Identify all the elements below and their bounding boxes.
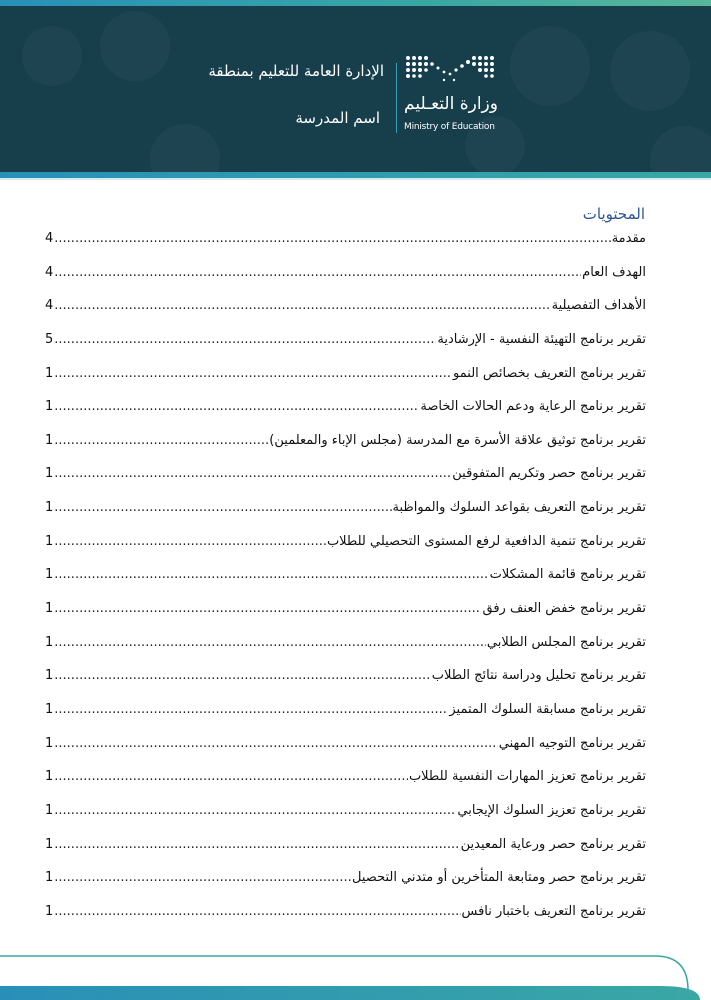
header-divider [396,63,397,133]
footer-decoration [0,950,711,1000]
toc-entry-page-number: 4 [45,231,54,246]
toc-entry-label: تقرير برنامج المجلس الطلابي [486,634,646,650]
toc-dot-leader [54,837,459,852]
toc-entry[interactable] [45,332,646,366]
toc-entry[interactable] [45,803,646,837]
toc-dot-leader [54,567,488,582]
toc-entry-label: تقرير برنامج التعريف بقواعد السلوك والمواظبة [392,500,646,516]
toc-entry-page-number: 1 [45,735,54,751]
toc-entry[interactable] [45,231,646,265]
toc-entry[interactable] [45,837,646,871]
toc-entry-page-number: 1 [45,870,54,886]
toc-dot-leader [54,534,326,549]
logo-dots-icon [404,52,498,92]
page-header [0,6,711,172]
toc-entry-page-number: 1 [45,634,54,650]
toc-entry-label: تقرير برنامج التوجيه المهني [498,735,646,751]
toc-dot-leader [54,769,408,784]
toc-entry-label: تقرير برنامج حصر ومتابعة المتأخرين أو متدني التحصيل [352,870,646,886]
toc-entry[interactable] [45,870,646,904]
toc-entry-page-number: 1 [45,466,54,482]
toc-entry-page-number: 1 [45,533,54,549]
toc-dot-leader [54,265,581,280]
toc-entry[interactable] [45,366,646,400]
toc-entry-label: تقرير برنامج قائمة المشكلات [489,567,646,583]
table-of-contents [45,231,646,937]
toc-entry[interactable] [45,466,646,500]
toc-entry[interactable] [45,265,646,299]
toc-entry-page-number: 1 [45,399,54,415]
toc-dot-leader [54,736,497,751]
toc-title: المحتويات [582,205,645,223]
toc-entry-page-number: 4 [45,264,54,280]
header-light-line [0,178,711,180]
toc-dot-leader [54,298,550,313]
toc-dot-leader [54,466,451,481]
toc-dot-leader [54,635,486,650]
logo-arabic-text: وزارة التعـليم [404,94,498,114]
toc-entry-label: تقرير برنامج الرعاية ودعم الحالات الخاصة [420,399,646,415]
logo-english-text: Ministry of Education [404,122,495,132]
toc-entry-page-number: 1 [45,836,54,852]
toc-entry[interactable] [45,904,646,938]
toc-entry[interactable] [45,702,646,736]
toc-entry-page-number: 1 [45,432,54,448]
toc-entry-label: تقرير برنامج توثيق علاقة الأسرة مع المدرسة (مجلس الإباء والمعلمين) [269,432,646,448]
toc-dot-leader [54,668,431,683]
toc-dot-leader [54,399,419,414]
toc-entry-page-number: 1 [45,903,54,919]
toc-dot-leader [54,500,391,515]
toc-entry-label: تقرير برنامج مسابقة السلوك المتميز [449,701,646,717]
toc-dot-leader [54,702,448,717]
toc-entry[interactable] [45,635,646,669]
toc-dot-leader [54,366,452,381]
toc-dot-leader [54,803,456,818]
toc-entry-label: تقرير برنامج تنمية الدافعية لرفع المستوى التحصيلي للطلاب [326,533,646,549]
toc-entry-label: الهدف العام [582,264,646,280]
toc-entry-label: الأهداف التفصيلية [551,298,646,314]
toc-entry-page-number: 1 [45,769,54,785]
toc-entry[interactable] [45,601,646,635]
toc-entry-label: تقرير برنامج التعريف بخصائص النمو [453,365,646,381]
toc-dot-leader [54,433,268,448]
toc-entry[interactable] [45,769,646,803]
toc-dot-leader [54,870,351,885]
toc-dot-leader [54,601,481,616]
toc-entry[interactable] [45,298,646,332]
toc-entry-label: تقرير برنامج حصر وتكريم المتفوقين [452,466,646,482]
toc-entry[interactable] [45,534,646,568]
toc-entry-page-number: 1 [45,701,54,717]
toc-entry-label: تقرير برنامج تحليل ودراسة نتائج الطلاب [431,668,646,684]
toc-dot-leader [54,332,436,347]
toc-entry-page-number: 1 [45,365,54,381]
toc-dot-leader [54,904,460,919]
toc-dot-leader [54,231,610,246]
toc-entry[interactable] [45,433,646,467]
toc-entry-page-number: 1 [45,567,54,583]
toc-entry-label: تقرير برنامج تعزيز السلوك الإيجابي [457,802,646,818]
toc-entry[interactable] [45,736,646,770]
toc-entry-page-number: 4 [45,298,54,314]
toc-entry-label: تقرير برنامج تعزيز المهارات النفسية للطلاب [408,769,646,785]
toc-entry-label: تقرير برنامج خفض العنف رفق [482,601,646,617]
toc-entry[interactable] [45,567,646,601]
toc-entry[interactable] [45,500,646,534]
toc-entry[interactable] [45,399,646,433]
education-administration-title: الإدارة العامة للتعليم بمنطقة [208,62,384,80]
ministry-logo [404,52,500,148]
toc-entry-page-number: 1 [45,668,54,684]
toc-entry-page-number: 1 [45,601,54,617]
toc-entry-page-number: 1 [45,500,54,516]
toc-entry-page-number: 1 [45,802,54,818]
toc-entry-label: تقرير برنامج حصر ورعاية المعيدين [460,836,646,852]
toc-entry-label: تقرير برنامج التهيئة النفسية - الإرشادية [437,331,646,347]
toc-entry-label: مقدمة [611,231,646,246]
toc-entry-page-number: 5 [45,331,54,347]
school-name: اسم المدرسة [295,109,380,127]
toc-entry-label: تقرير برنامج التعريف باختبار نافس [461,903,646,919]
toc-entry[interactable] [45,668,646,702]
